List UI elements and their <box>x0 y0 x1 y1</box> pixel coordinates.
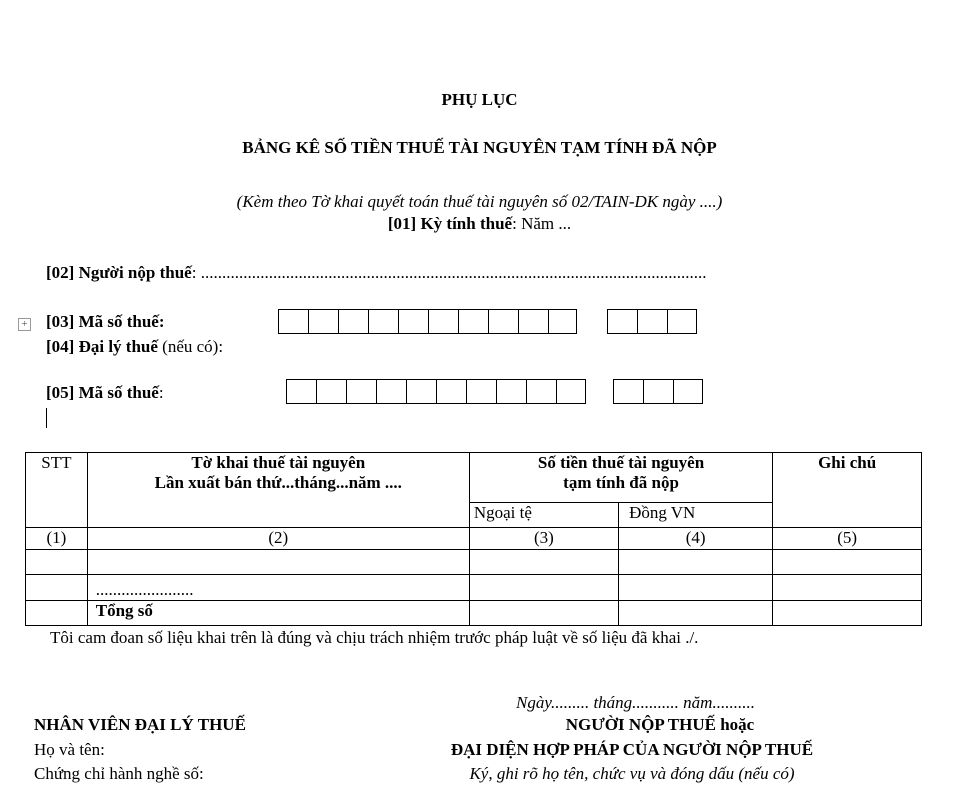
header-foreign-currency: Ngoại tệ <box>469 503 618 528</box>
tax-code-branch-boxes[interactable] <box>607 309 697 334</box>
taxpayer-line: [02] Người nộp thuế: ....................................................................................................................... <box>46 263 707 282</box>
period-line: [01] Kỳ tính thuế: Năm ... <box>387 214 572 233</box>
header-vnd: Đồng VN <box>619 503 773 528</box>
header-stt: STT <box>26 453 88 528</box>
header-declaration: Tờ khai thuế tài nguyên Lần xuất bán thứ...tháng...năm .... <box>87 453 469 528</box>
tax-code-boxes[interactable] <box>278 309 577 334</box>
agent-staff-title: NHÂN VIÊN ĐẠI LÝ THUẾ <box>34 715 246 734</box>
doc-subtitle: BẢNG KÊ SỐ TIỀN THUẾ TÀI NGUYÊN TẠM TÍNH ĐÃ NỘP <box>242 138 717 157</box>
doc-title: PHỤ LỤC <box>441 90 518 109</box>
agent-staff-name: Họ và tên: <box>34 740 105 759</box>
agent-tax-code-branch-boxes[interactable] <box>613 379 703 404</box>
agent-tax-code-label: [05] Mã số thuế: <box>46 383 164 402</box>
declaration-text: Tôi cam đoan số liệu khai trên là đúng và chịu trách nhiệm trước pháp luật về số liệu đã khai ./. <box>50 628 699 647</box>
agent-tax-code-boxes[interactable] <box>286 379 586 404</box>
tax-table <box>25 452 922 626</box>
table-move-handle-icon[interactable]: + <box>18 318 31 331</box>
column-number-row: (1) (2) (3) (4) (5) <box>26 528 922 550</box>
sign-instruction: Ký, ghi rõ họ tên, chức vụ và đóng dấu (nếu có) <box>469 764 795 783</box>
header-note: Ghi chú <box>773 453 922 528</box>
agent-staff-certificate: Chứng chỉ hành nghề số: <box>34 764 204 783</box>
legal-representative-title: ĐẠI DIỆN HỢP PHÁP CỦA NGƯỜI NỘP THUẾ <box>450 740 814 759</box>
total-row: Tổng số <box>26 601 922 626</box>
table-row: ....................... <box>26 575 922 601</box>
agent-line: [04] Đại lý thuế (nếu có): <box>46 337 224 356</box>
header-amount: Số tiền thuế tài nguyên tạm tính đã nộp <box>469 453 772 503</box>
date-line: Ngày......... tháng........... năm.......... <box>516 693 755 712</box>
table-row <box>26 550 922 575</box>
tax-code-label: [03] Mã số thuế: <box>46 312 165 331</box>
text-cursor <box>46 408 47 428</box>
attached-note: (Kèm theo Tờ khai quyết toán thuế tài nguyên số 02/TAIN-DK ngày ....) <box>236 192 723 211</box>
taxpayer-sign-title: NGƯỜI NỘP THUẾ hoặc <box>565 715 755 734</box>
